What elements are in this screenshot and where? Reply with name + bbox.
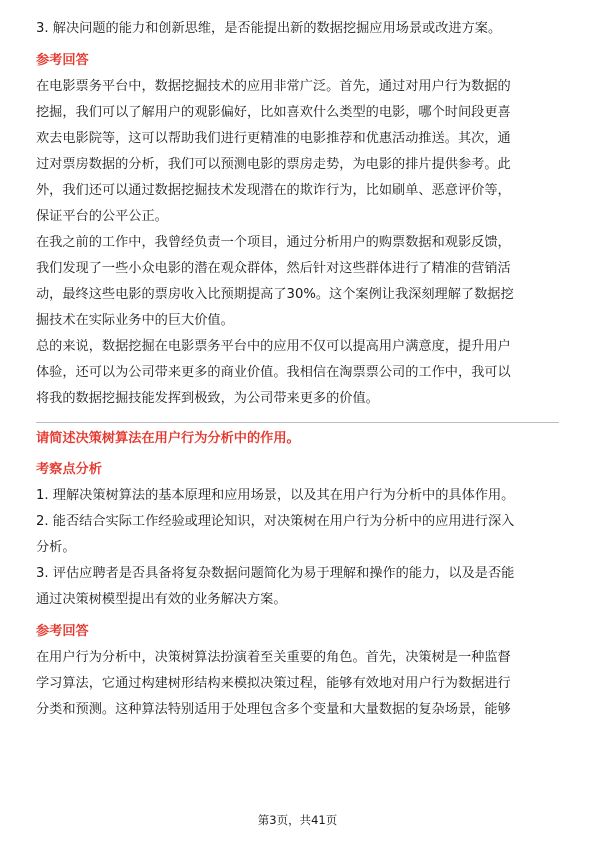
- answer-1-paragraph-3: [36, 334, 559, 412]
- answer-2-body: [36, 645, 559, 723]
- answer-1-paragraph-2: [36, 230, 559, 334]
- analysis-point-2: [36, 509, 559, 561]
- text-line: 1. 理解决策树算法的基本原理和应用场景，以及其在用户行为分析中的具体作用。: [36, 488, 515, 503]
- answer-1-body: [36, 74, 559, 412]
- text-line: 将我的数据挖掘技能发挥到极致，为公司带来更多的价值。: [36, 391, 379, 406]
- criteria-point-3: 3. 解决问题的能力和创新思维，是否能提出新的数据挖掘应用场景或改进方案。: [36, 21, 502, 36]
- reference-answer-label: 参考回答: [36, 624, 89, 639]
- analysis-label: 考察点分析: [36, 462, 102, 477]
- text-line: 在我之前的工作中，我曾经负责一个项目，通过分析用户的购票数据和观影反馈，: [36, 235, 511, 250]
- section-divider: [36, 422, 559, 423]
- text-line: 2. 能否结合实际工作经验或理论知识，对决策树在用户行为分析中的应用进行深入: [36, 514, 515, 529]
- text-line: 欢去电影院等，这可以帮助我们进行更精准的电影推荐和优惠活动推送。其次，通: [36, 131, 511, 146]
- text-line: 在电影票务平台中，数据挖掘技术的应用非常广泛。首先，通过对用户行为数据的: [36, 79, 511, 94]
- answer-1-paragraph-1: [36, 74, 559, 230]
- document-page: [36, 16, 559, 723]
- page-number: 第3页，共41页: [257, 813, 338, 827]
- question-title: 请简述决策树算法在用户行为分析中的作用。: [36, 431, 300, 446]
- reference-answer-label: 参考回答: [36, 53, 89, 68]
- text-line: 体验，还可以为公司带来更多的商业价值。我相信在淘票票公司的工作中，我可以: [36, 365, 511, 380]
- text-line: 3. 评估应聘者是否具备将复杂数据问题简化为易于理解和操作的能力，以及是否能: [36, 566, 515, 581]
- text-line: 我们发现了一些小众电影的潜在观众群体，然后针对这些群体进行了精准的营销活: [36, 261, 511, 276]
- analysis-point-1: [36, 483, 559, 509]
- text-line: 分析。: [36, 540, 76, 555]
- text-line: 保证平台的公平公正。: [36, 209, 168, 224]
- text-line: 学习算法，它通过构建树形结构来模拟决策过程，能够有效地对用户行为数据进行: [36, 676, 511, 691]
- text-line: 分类和预测。这种算法特别适用于处理包含多个变量和大量数据的复杂场景，能够: [36, 702, 511, 717]
- analysis-point-3: [36, 561, 559, 613]
- text-line: 通过决策树模型提出有效的业务解决方案。: [36, 592, 287, 607]
- text-line: 动，最终这些电影的票房收入比预期提高了30%。这个案例让我深刻理解了数据挖: [36, 287, 514, 302]
- text-line: 掘技术在实际业务中的巨大价值。: [36, 313, 234, 328]
- text-line: 总的来说，数据挖掘在电影票务平台中的应用不仅可以提高用户满意度，提升用户: [36, 339, 511, 354]
- analysis-list: [36, 483, 559, 613]
- text-line: 过对票房数据的分析，我们可以预测电影的票房走势，为电影的排片提供参考。此: [36, 157, 511, 172]
- text-line: 挖掘，我们可以了解用户的观影偏好，比如喜欢什么类型的电影，哪个时间段更喜: [36, 105, 511, 120]
- text-line: 在用户行为分析中，决策树算法扮演着至关重要的角色。首先，决策树是一种监督: [36, 650, 511, 665]
- text-line: 外，我们还可以通过数据挖掘技术发现潜在的欺诈行为，比如刷单、恶意评价等，: [36, 183, 511, 198]
